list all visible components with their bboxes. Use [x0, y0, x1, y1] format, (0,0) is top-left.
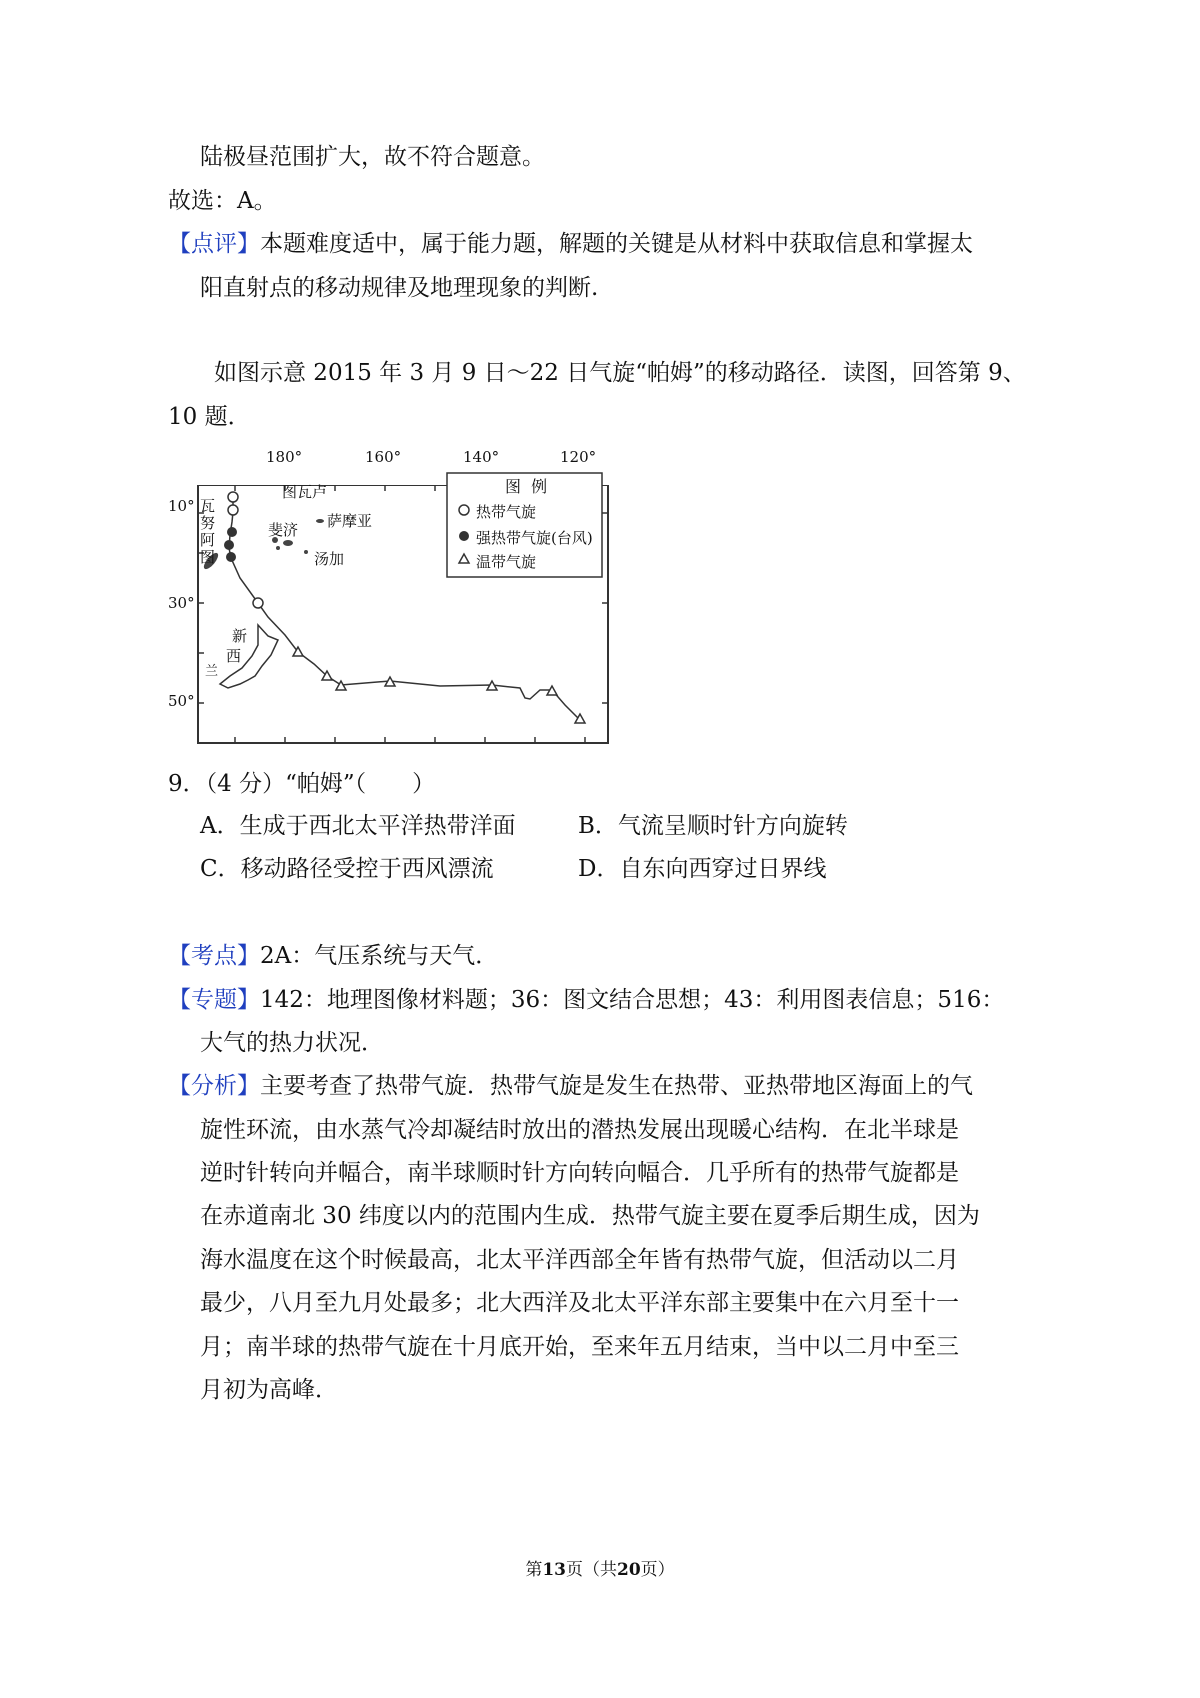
kaodian-line	[168, 941, 498, 971]
page-footer	[0, 1555, 1200, 1580]
question-9: 9．（4 分）“帕姆”（ ）	[168, 771, 436, 797]
legend-strong: 强热带气旋(台风)	[476, 529, 593, 547]
footer-pre: 第	[525, 1560, 543, 1580]
fenxi-line-8: 月初为高峰．	[200, 1377, 338, 1403]
fenxi-line-5: 海水温度在这个时候最高，北太平洋西部全年皆有热带气旋，但活动以二月	[200, 1247, 959, 1273]
lon-label: 140°	[463, 448, 500, 466]
fenxi-line-7: 月；南半球的热带气旋在十月底开始，至来年五月结束，当中以二月中至三	[200, 1334, 959, 1360]
place-vanuatu: 图	[200, 548, 216, 566]
zhuanti-line-2: 大气的热力状况．	[200, 1030, 384, 1056]
question-intro-2: 10 题．	[168, 404, 251, 430]
page-number: 13	[542, 1560, 566, 1580]
lat-label: 10°	[168, 497, 195, 515]
strong-cyclone-markers	[224, 527, 237, 562]
legend-strong-symbol	[459, 531, 469, 541]
fenxi-line-3: 逆时针转向并幅合，南半球顺时针方向转向幅合．几乎所有的热带气旋都是	[200, 1160, 959, 1186]
question-intro: 如图示意 2015 年 3 月 9 日～22 日气旋“帕姆”的移动路径．读图，回答第 9、	[214, 360, 1026, 386]
option-b: B．气流呈顺时针方向旋转	[578, 813, 848, 839]
legend-tropical: 热带气旋	[476, 503, 537, 521]
answer-line: 故选：A。	[168, 188, 277, 214]
lat-label: 50°	[168, 692, 195, 710]
fenxi-tag: 【分析】	[168, 1073, 260, 1099]
legend-tropical-symbol	[459, 505, 469, 515]
fenxi-line-4: 在赤道南北 30 纬度以内的范围内生成．热带气旋主要在夏季后期生成，因为	[200, 1203, 980, 1229]
place-nz: 兰	[205, 664, 219, 679]
comment-text: 本题难度适中，属于能力题，解题的关键是从材料中获取信息和掌握太	[260, 231, 973, 257]
legend-extratropical: 温带气旋	[476, 553, 537, 571]
legend-title: 图 例	[505, 477, 548, 496]
kaodian-text: 2A：气压系统与天气．	[260, 943, 499, 969]
dianping-tag: 【点评】	[168, 231, 260, 257]
place-fiji: 斐济	[268, 521, 299, 539]
fenxi-line	[168, 1071, 973, 1101]
islands	[202, 519, 324, 571]
option-d: D．自东向西穿过日界线	[578, 856, 827, 882]
fenxi-line-6: 最少，八月至九月处最多；北大西洋及北太平洋东部主要集中在六月至十一	[200, 1290, 959, 1316]
lon-label: 160°	[365, 448, 402, 466]
lon-label: 180°	[266, 448, 303, 466]
option-c: C．移动路径受控于西风漂流	[200, 856, 494, 882]
comment-line-2: 阳直射点的移动规律及地理现象的判断.	[200, 275, 599, 301]
fenxi-text: 主要考查了热带气旋．热带气旋是发生在热带、亚热带地区海面上的气	[260, 1073, 973, 1099]
footer-post: 页）	[640, 1560, 675, 1580]
lon-label: 120°	[560, 448, 597, 466]
place-vanuatu: 瓦	[200, 497, 216, 515]
fenxi-line-2: 旋性环流，由水蒸气冷却凝结时放出的潜热发展出现暖心结构．在北半球是	[200, 1117, 959, 1143]
zhuanti-text: 142：地理图像材料题；36：图文结合思想；43：利用图表信息；516：	[260, 987, 1005, 1013]
lat-label: 30°	[168, 594, 195, 612]
zhuanti-line	[168, 985, 1004, 1015]
place-samoa: 萨摩亚	[327, 512, 373, 530]
place-nz: 新	[232, 627, 248, 645]
zhuanti-tag: 【专题】	[168, 987, 260, 1013]
kaodian-tag: 【考点】	[168, 943, 260, 969]
place-nz: 西	[226, 647, 242, 665]
place-tuvalu: 图瓦卢	[282, 483, 328, 501]
total-pages: 20	[617, 1560, 641, 1580]
place-vanuatu: 阿	[200, 531, 216, 549]
extratropical-markers	[293, 647, 585, 723]
option-a: A．生成于西北太平洋热带洋面	[200, 813, 516, 839]
place-vanuatu: 努	[200, 514, 216, 532]
footer-mid: 页（共	[566, 1560, 617, 1580]
text-line: 陆极昼范围扩大，故不符合题意。	[200, 144, 545, 170]
tropical-cyclone-markers	[228, 492, 263, 608]
place-tonga: 汤加	[314, 550, 345, 568]
